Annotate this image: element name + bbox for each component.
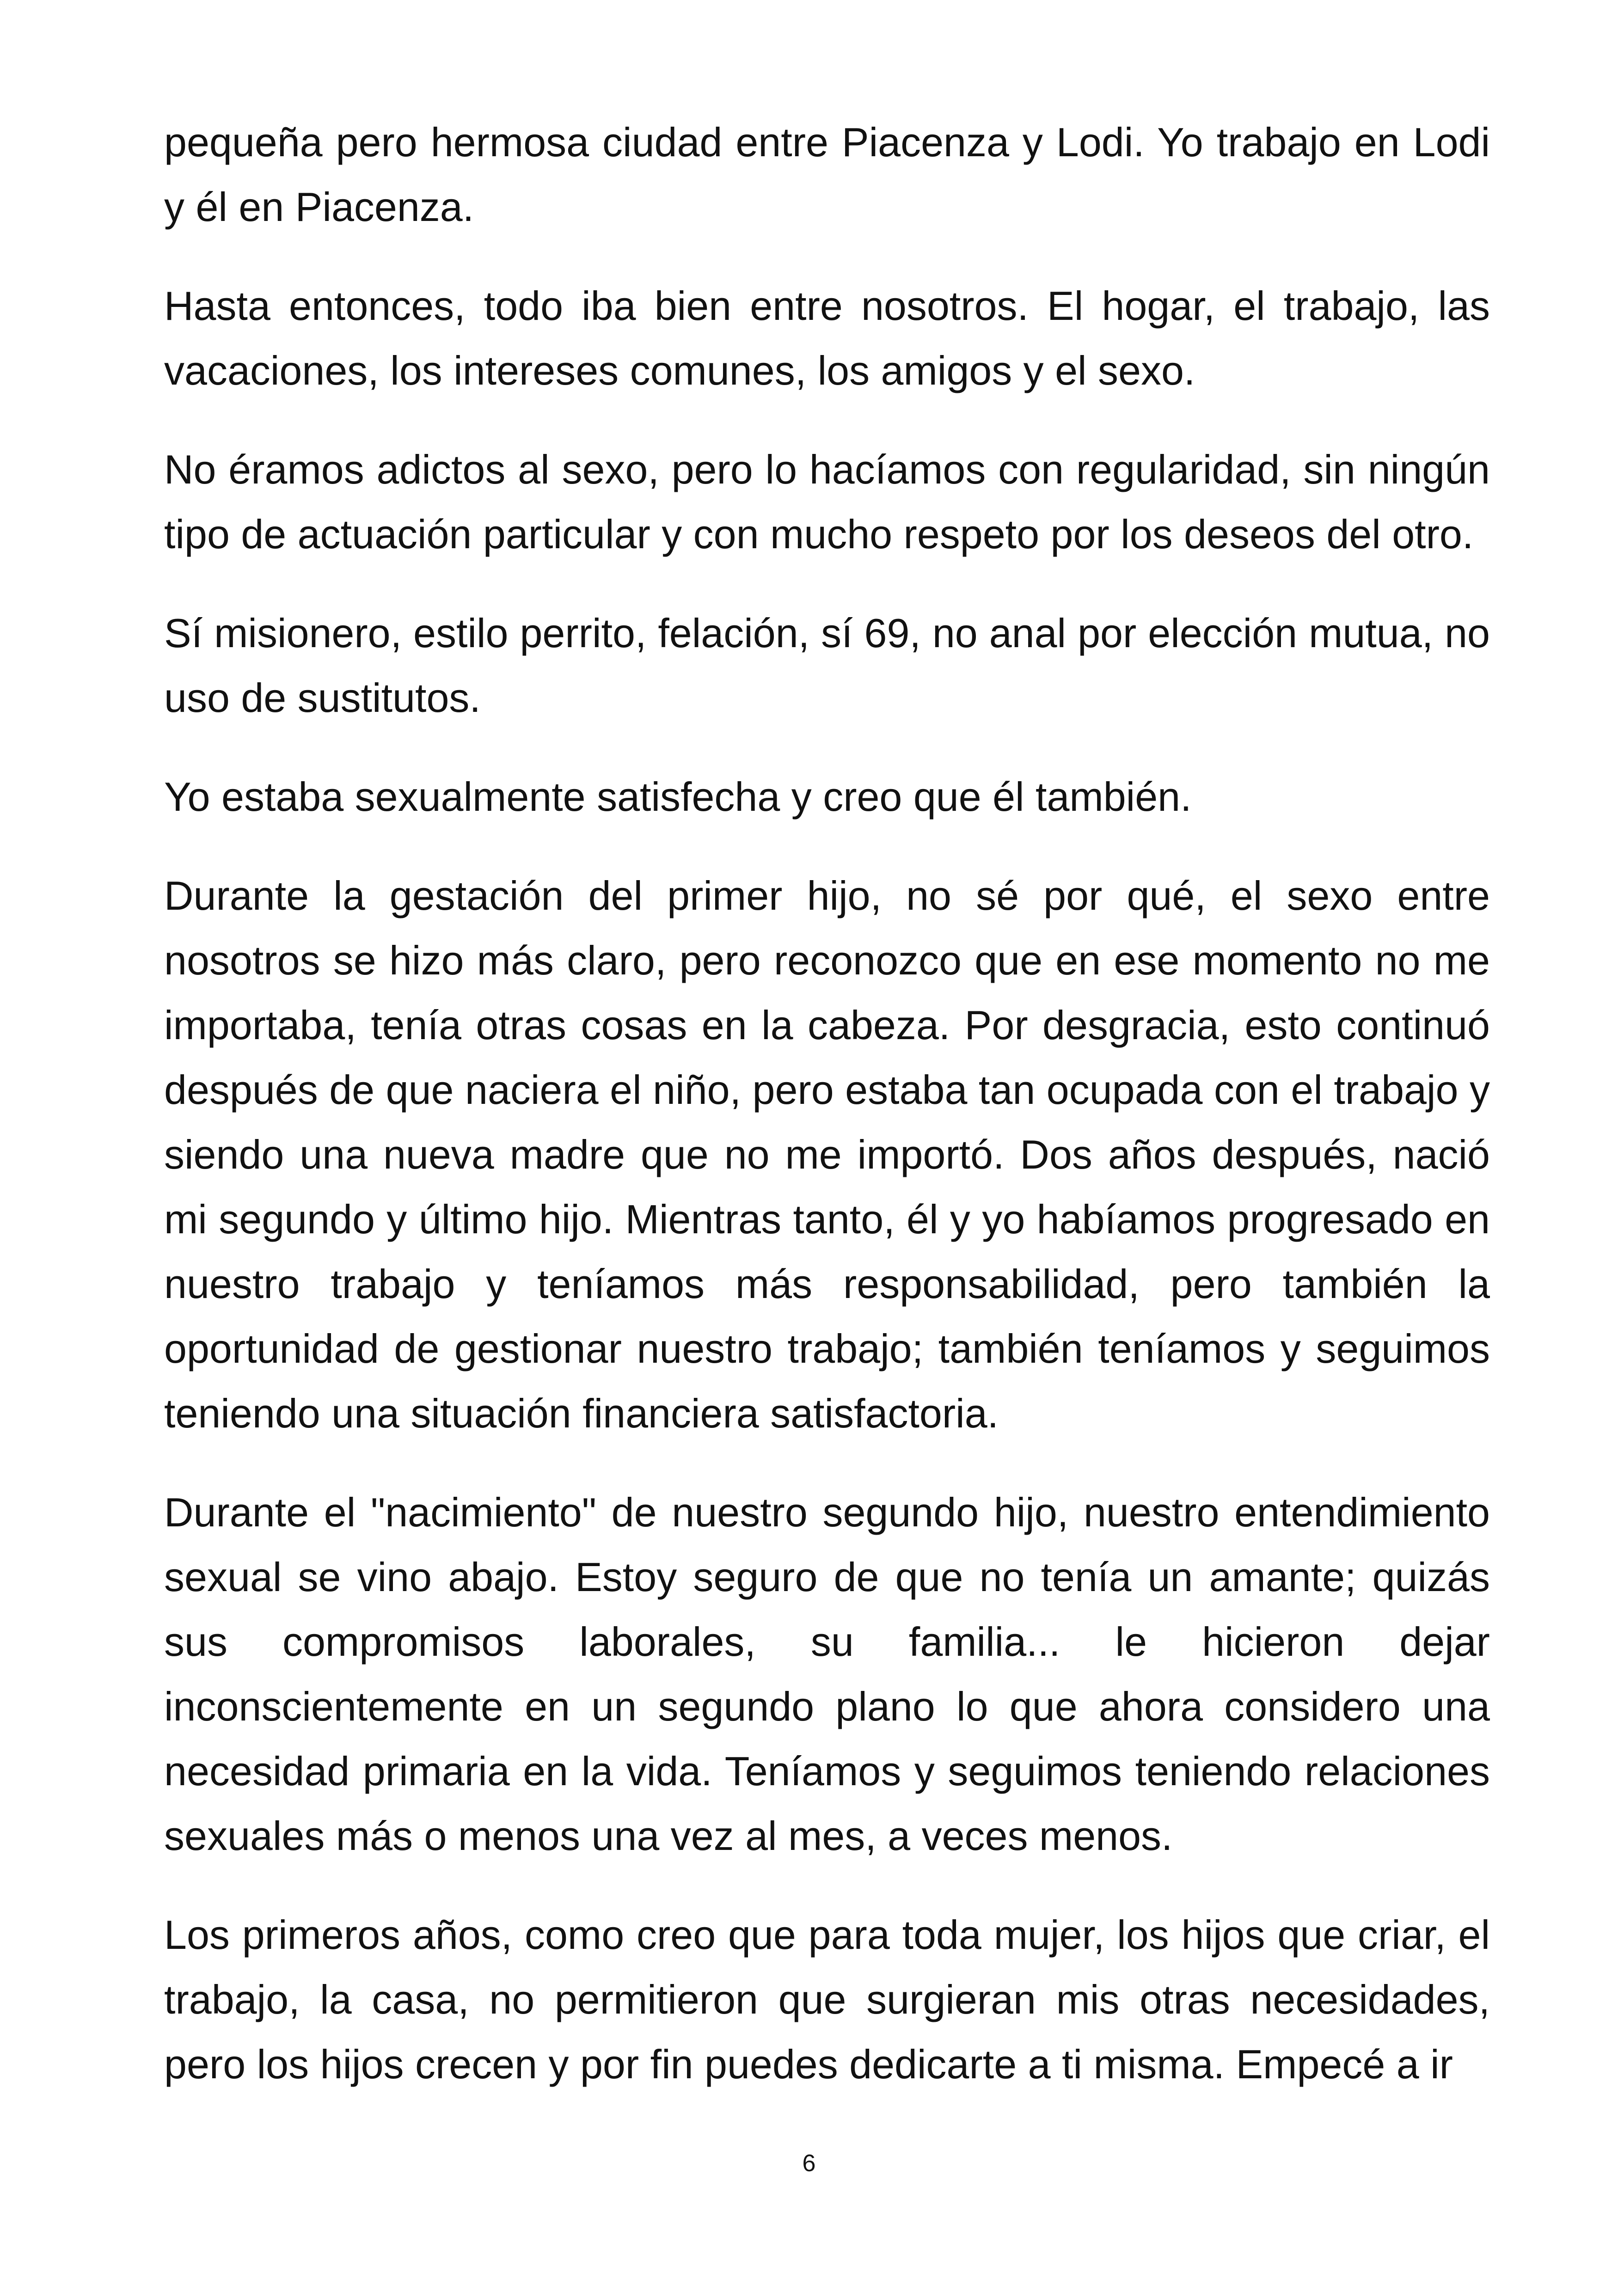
paragraph: Durante la gestación del primer hijo, no sé por qué, el sexo entre nosotros se hizo más claro, pero reconozco que en ese momento no me importaba, tenía otras cosas en la cabeza. Por desgracia, esto continuó después de que naciera el niño, pero estaba tan ocupada con el trabajo y siendo una nueva madre que no me importó. Dos años después, nació mi segundo y último hijo. Mientras tanto, él y yo habíamos progresado en nuestro trabajo y teníamos más responsabilidad, pero también la oportunidad de gestionar nuestro trabajo; también teníamos y seguimos teniendo una situación financiera satisfactoria. [164, 873, 1490, 1436]
paragraph: Durante el "nacimiento" de nuestro segundo hijo, nuestro entendimiento sexual se vino abajo. Estoy seguro de que no tenía un amante; quizás sus compromisos laborales, su familia... le hicieron dejar inconscientemente en un segundo plano lo que ahora considero una necesidad primaria en la vida. Teníamos y seguimos teniendo relaciones sexuales más o menos una vez al mes, a veces menos. [164, 1489, 1490, 1859]
paragraph: No éramos adictos al sexo, pero lo hacíamos con regularidad, sin ningún tipo de actuación particular y con mucho respeto por los deseos del otro. [164, 447, 1490, 557]
paragraph: Hasta entonces, todo iba bien entre nosotros. El hogar, el trabajo, las vacaciones, los intereses comunes, los amigos y el sexo. [164, 283, 1490, 393]
page-body [164, 110, 1490, 2131]
paragraph: Sí misionero, estilo perrito, felación, sí 69, no anal por elección mutua, no uso de sustitutos. [164, 610, 1490, 721]
paragraph: pequeña pero hermosa ciudad entre Piacenza y Lodi. Yo trabajo en Lodi y él en Piacenza. [164, 119, 1490, 230]
paragraph: Los primeros años, como creo que para toda mujer, los hijos que criar, el trabajo, la casa, no permitieron que surgieran mis otras necesidades, pero los hijos crecen y por fin puedes dedicarte a ti misma. Empecé a ir [164, 1912, 1490, 2087]
page-number: 6 [802, 2150, 816, 2177]
paragraph: Yo estaba sexualmente satisfecha y creo que él también. [164, 774, 1192, 820]
